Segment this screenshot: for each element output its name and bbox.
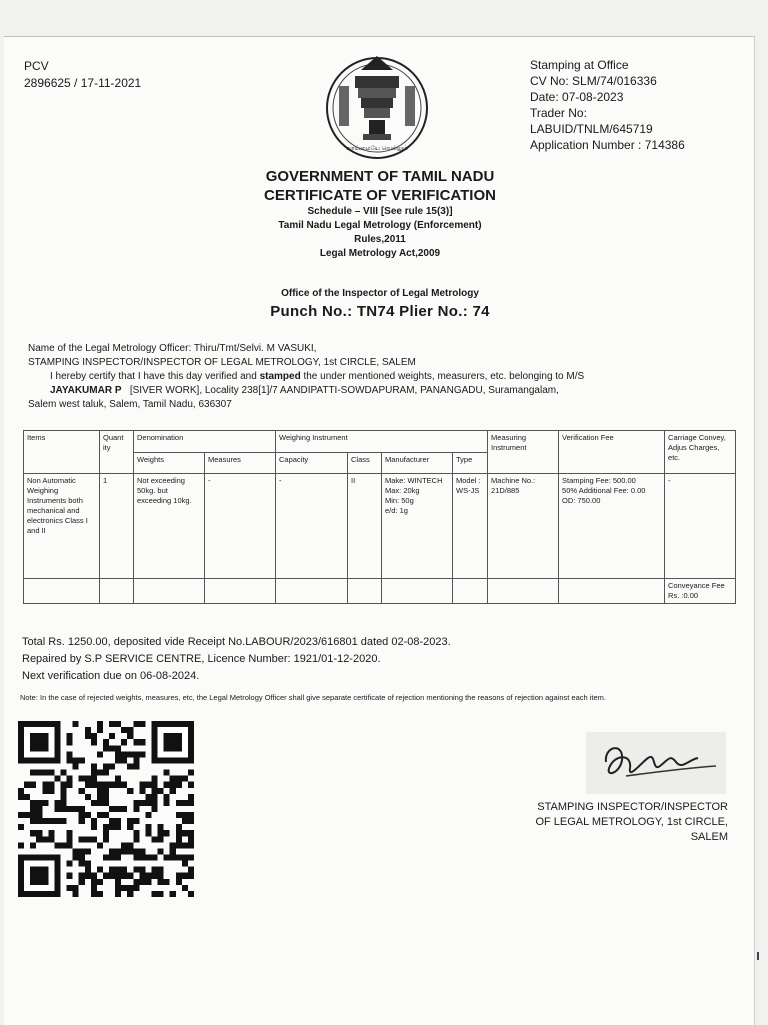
trader-no: LABUID/TNLM/645719 <box>530 122 653 136</box>
manufacturer-make: Make: WINTECH <box>385 476 443 485</box>
od-fee: OD: 750.00 <box>562 496 601 505</box>
signatory-line3: SALEM <box>690 831 728 843</box>
empty-cell <box>134 579 205 604</box>
total-deposit: Total Rs. 1250.00, deposited vide Receipt No.LABOUR/2023/616801 dated 02-08-2023. <box>22 636 451 648</box>
empty-cell <box>348 579 382 604</box>
manufacturer-ed: e/d: 1g <box>385 506 408 515</box>
additional-fee: 50% Additional Fee: 0.00 <box>562 486 646 495</box>
rules-year: Rules,2011 <box>354 234 406 245</box>
pcv-number: 2896625 / 17-11-2021 <box>24 76 142 90</box>
stamping-office: Stamping at Office <box>530 58 629 72</box>
table-row <box>24 474 736 579</box>
qr-code <box>18 720 194 898</box>
sub-weights: Weights <box>134 452 205 474</box>
table-row-conveyance <box>24 579 736 604</box>
emblem-motto: வாய்மையே வெல்லும் <box>345 146 408 152</box>
repaired-by: Repaired by S.P SERVICE CENTRE, Licence Number: 1921/01-12-2020. <box>22 653 381 665</box>
act-line: Legal Metrology Act,2009 <box>319 248 441 259</box>
application-number: Application Number : 714386 <box>530 138 685 152</box>
empty-cell <box>205 579 276 604</box>
stamping-info <box>530 57 685 153</box>
empty-cell <box>276 579 348 604</box>
manufacturer-min: Min: 50g <box>385 496 414 505</box>
cell-class: II <box>348 474 382 579</box>
empty-cell <box>100 579 134 604</box>
certify-statement <box>28 370 728 384</box>
cv-number: CV No: SLM/74/016336 <box>530 74 657 88</box>
trader-name: JAYAKUMAR P <box>50 385 122 396</box>
sub-capacity: Capacity <box>276 452 348 474</box>
trader-no-label: Trader No: <box>530 106 587 120</box>
sub-class: Class <box>348 452 382 474</box>
header-items: Items <box>24 431 100 474</box>
edge-mark <box>757 952 759 960</box>
header-denomination: Denomination <box>134 431 276 453</box>
sub-measures: Measures <box>205 452 276 474</box>
empty-cell <box>453 579 488 604</box>
header-weighing: Weighing Instrument <box>276 431 488 453</box>
certify-bold: stamped <box>259 371 301 382</box>
header-measuring: Measuring Instrument <box>488 431 559 474</box>
cell-items: Non Automatic Weighing Instruments both mechanical and electronics Class I and II <box>24 474 100 579</box>
empty-cell <box>559 579 665 604</box>
cell-type: Model : WS-JS <box>453 474 488 579</box>
empty-cell <box>382 579 453 604</box>
cert-date: Date: 07-08-2023 <box>530 90 624 104</box>
empty-cell <box>488 579 559 604</box>
cell-measuring: Machine No.: 21D/885 <box>488 474 559 579</box>
signatory-line2: OF LEGAL METROLOGY, 1st CIRCLE, <box>535 816 728 828</box>
officer-designation: STAMPING INSPECTOR/INSPECTOR OF LEGAL METROLOGY, 1st CIRCLE, SALEM <box>28 357 416 368</box>
sub-manufacturer: Manufacturer <box>382 452 453 474</box>
officer-name: Name of the Legal Metrology Officer: Thiru/Tmt/Selvi. M VASUKI, <box>28 343 317 354</box>
trader-line <box>28 384 728 398</box>
verification-table <box>23 430 736 604</box>
certify-text-post: the under mentioned weights, measurers, etc. belonging to M/S <box>300 371 585 382</box>
office-line: Office of the Inspector of Legal Metrology <box>281 288 479 299</box>
next-verification: Next verification due on 06-08-2024. <box>22 670 200 682</box>
signatory-line1: STAMPING INSPECTOR/INSPECTOR <box>537 801 728 813</box>
sub-type: Type <box>453 452 488 474</box>
certify-text: I hereby certify that I have this day verified and <box>50 371 260 382</box>
cell-quantity: 1 <box>100 474 134 579</box>
cell-weights: Not exceeding 50kg. but exceeding 10kg. <box>134 474 205 579</box>
signature <box>586 732 726 794</box>
pcv-block <box>24 58 141 92</box>
rejection-note: Note: In the case of rejected weights, measures, etc, the Legal Metrology Officer shall give separate certificate of rejection mentioning the reasons of rejection against each item. <box>20 693 607 702</box>
cell-capacity: - <box>276 474 348 579</box>
pcv-label: PCV <box>24 59 49 73</box>
cell-carriage: - <box>665 474 736 579</box>
signatory <box>500 800 728 845</box>
schedule-line: Schedule – VIII [See rule 15(3)] <box>307 206 453 217</box>
conveyance-fee: Conveyance Fee Rs. :0.00 <box>665 579 736 604</box>
rules-line: Tamil Nadu Legal Metrology (Enforcement) <box>278 220 482 231</box>
punch-line: Punch No.: TN74 Plier No.: 74 <box>270 303 490 320</box>
cell-fee <box>559 474 665 579</box>
footer-block <box>22 634 451 685</box>
table-header-row <box>24 431 736 453</box>
header-quantity: Quant ity <box>100 431 134 474</box>
officer-paragraph <box>28 342 728 412</box>
trader-address: [SIVER WORK], Locality 238[1]/7 AANDIPATTI-SOWDAPURAM, PANANGADU, Suramangalam, <box>129 385 559 396</box>
tamil-nadu-emblem <box>325 46 429 170</box>
govt-title: GOVERNMENT OF TAMIL NADU <box>265 168 495 185</box>
empty-cell <box>24 579 100 604</box>
header-fee: Verification Fee <box>559 431 665 474</box>
cell-manufacturer <box>382 474 453 579</box>
certificate-title: CERTIFICATE OF VERIFICATION <box>264 187 496 204</box>
stamping-fee: Stamping Fee: 500.00 <box>562 476 636 485</box>
trader-address-2: Salem west taluk, Salem, Tamil Nadu, 636307 <box>28 399 232 410</box>
header-carriage: Carriage Convey, Adjus Charges, etc. <box>665 431 736 474</box>
cell-measures: - <box>205 474 276 579</box>
manufacturer-max: Max: 20kg <box>385 486 420 495</box>
